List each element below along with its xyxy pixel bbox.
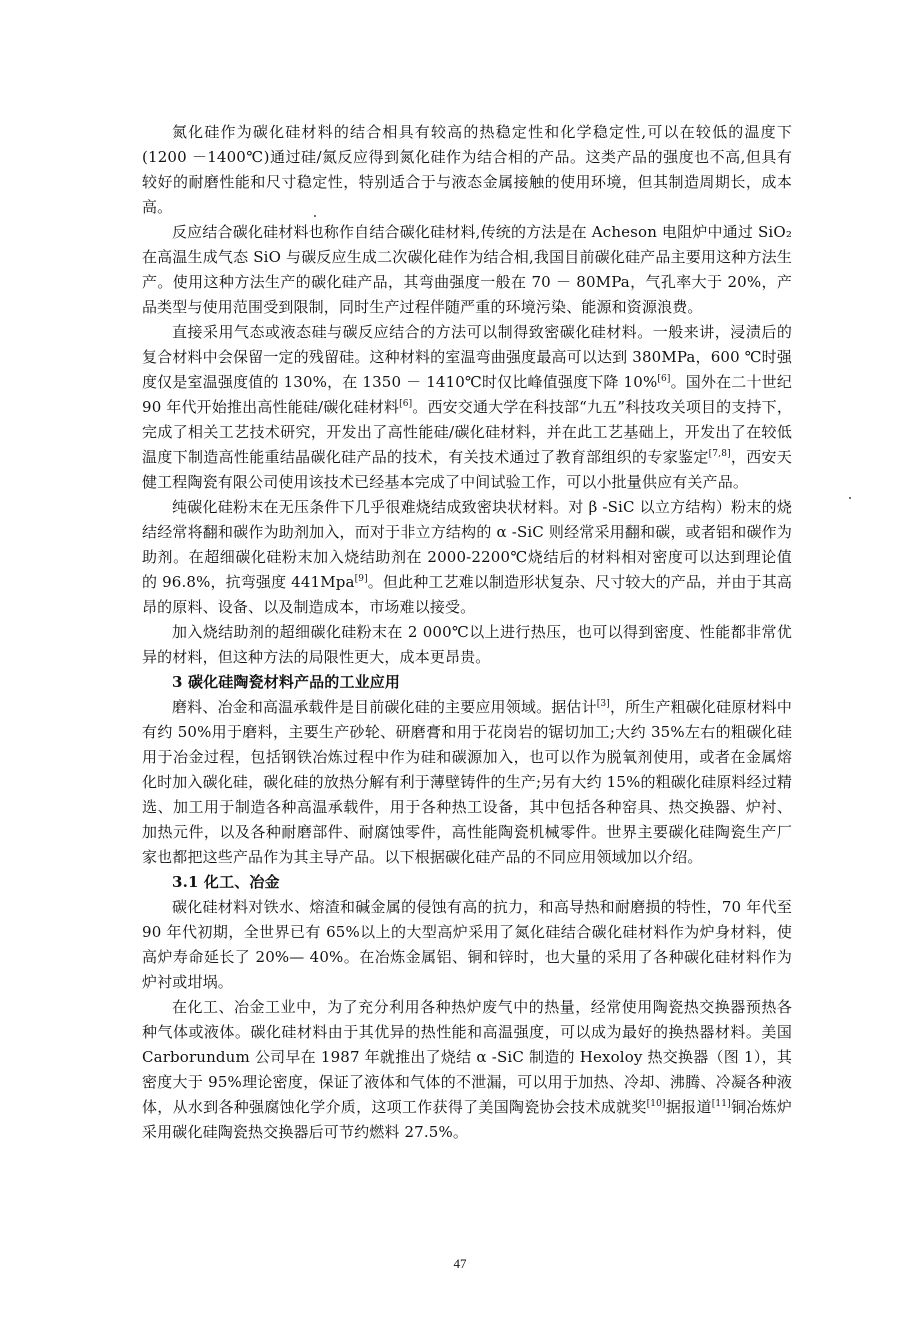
citation-ref: [6] xyxy=(399,399,413,409)
citation-ref: [6] xyxy=(657,374,671,384)
paragraph-text: 。但此种工艺难以制造形状复杂、尺寸较大的产品，并由于其高昂的原料、设备、以及制造成本，市场难以接受。 xyxy=(142,573,792,616)
scan-speck xyxy=(849,497,851,499)
paragraph-text: 纯碳化硅粉末在无压条件下几乎很难烧结成致密块状材料。对 β -SiC 以立方结构）粉末的烧结经常将翻和碳作为助剂加入，而对于非立方结构的 α -SiC 则经常采用翻和碳，或者铝和碳作为助剂。在超细碳化硅粉末加入烧结助剂在 2000-2200℃烧结后的材料相对密度可以达到理论值的 96.8%，抗弯强度 441Mpa xyxy=(142,498,792,591)
paragraph-text: ，所生产粗碳化硅原材料中有约 50%用于磨料，主要生产砂轮、研磨膏和用于花岗岩的锯切加工;大约 35%左右的粗碳化硅用于冶金过程，包括钢铁冶炼过程中作为硅和碳源加入，也可以作为脱氧剂使用，或者在金属熔化时加入碳化硅，碳化硅的放热分解有利于薄壁铸件的生产;另有大约 15%的粗碳化硅原料经过精选、加工用于制造各种高温承载件，用于各种热工设备，其中包括各种窑具、热交换器、炉衬、加热元件，以及各种耐磨部件、耐腐蚀零件，高性能陶瓷机械零件。世界主要碳化硅陶瓷生产厂家也都把这些产品作为其主导产品。以下根据碳化硅产品的不同应用领域加以介绍。 xyxy=(142,698,792,866)
citation-ref: [9] xyxy=(354,574,368,584)
body-text xyxy=(142,120,792,1145)
paragraph-text: 碳化硅材料对铁水、熔渣和碱金属的侵蚀有高的抗力，和高导热和耐磨损的特性，70 年代至 90 年代初期，全世界已有 65%以上的大型高炉采用了氮化硅结合碳化硅材料作为炉身材料，使高炉寿命延长了 20%— 40%。在冶炼金属铝、铜和锌时，也大量的采用了各种碳化硅材料作为炉衬或坩埚。 xyxy=(142,898,792,991)
paragraph-pressureless-sintering xyxy=(142,495,792,620)
paragraph-infiltration xyxy=(142,320,792,495)
paragraph-hot-pressing xyxy=(142,620,792,670)
page-number: 47 xyxy=(453,1256,467,1271)
citation-ref: [10] xyxy=(646,1099,666,1109)
paragraph-reaction-bonded xyxy=(142,220,792,320)
paragraph-applications xyxy=(142,695,792,870)
paragraph-text: 磨料、冶金和高温承载件是目前碳化硅的主要应用领域。据估计 xyxy=(172,698,597,716)
scan-speck xyxy=(314,215,316,217)
paragraph-text: 铜冶炼炉采用碳化硅陶瓷热交换器后可节约燃料 27.5%。 xyxy=(142,1098,792,1141)
section-heading-3: 3 碳化硅陶瓷材料产品的工业应用 xyxy=(172,673,401,691)
paragraph-text: 。西安交通大学在科技部“九五”科技攻关项目的支持下，完成了相关工艺技术研究，开发出了高性能硅/碳化硅材料，并在此工艺基础上，开发出了在较低温度下制造高性能重结晶碳化硅产品的技术，有关技术通过了教育部组织的专家鉴定 xyxy=(142,398,792,466)
paragraph-blast-furnace xyxy=(142,895,792,995)
paragraph-text: 在化工、冶金工业中，为了充分利用各种热炉废气中的热量，经常使用陶瓷热交换器预热各种气体或液体。碳化硅材料由于其优异的热性能和高温强度，可以成为最好的换热器材料。美国 Carborundum 公司早在 1987 年就推出了烧结 α -SiC 制造的 Hexoloy 热交换器（图 1），其密度大于 95%理论密度，保证了液体和气体的不泄漏，可以用于加热、冷却、沸腾、冷凝各种液体，从水到各种强腐蚀化学介质，这项工作获得了美国陶瓷协会技术成就奖 xyxy=(142,998,792,1116)
paragraph-text: ，西安天健工程陶瓷有限公司使用该技术已经基本完成了中间试验工作，可以小批量供应有关产品。 xyxy=(142,448,792,491)
paragraph-text: 直接采用气态或液态硅与碳反应结合的方法可以制得致密碳化硅材料。一般来讲，浸渍后的复合材料中会保留一定的残留硅。这种材料的室温弯曲强度最高可以达到 380MPa，600 ℃时强度仅是室温强度值的 130%，在 1350 － 1410℃时仅比峰值强度下降 10% xyxy=(142,323,792,391)
citation-ref: [11] xyxy=(711,1099,731,1109)
citation-ref: [3] xyxy=(596,699,610,709)
section-heading-3-1: 3.1 化工、冶金 xyxy=(172,873,280,891)
paragraph-text: 反应结合碳化硅材料也称作自结合碳化硅材料,传统的方法是在 Acheson 电阻炉中通过 SiO₂在高温生成气态 SiO 与碳反应生成二次碳化硅作为结合相,我国目前碳化硅产品主要用这种方法生产。使用这种方法生产的碳化硅产品，其弯曲强度一般在 70 － 80MPa，气孔率大于 20%，产品类型与使用范围受到限制，同时生产过程伴随严重的环境污染、能源和资源浪费。 xyxy=(142,223,792,316)
paragraph-text: 。国外在二十世纪 90 年代开始推出高性能硅/碳化硅材料 xyxy=(142,373,792,416)
citation-ref: [7,8] xyxy=(708,449,731,459)
paragraph-text: 加入烧结助剂的超细碳化硅粉末在 2 000℃以上进行热压，也可以得到密度、性能都非常优异的材料，但这种方法的局限性更大，成本更昂贵。 xyxy=(142,623,792,666)
paragraph-silicon-nitride xyxy=(142,120,792,220)
paragraph-heat-exchanger xyxy=(142,995,792,1145)
paragraph-text: 氮化硅作为碳化硅材料的结合相具有较高的热稳定性和化学稳定性,可以在较低的温度下(1200 －1400℃)通过硅/氮反应得到氮化硅作为结合相的产品。这类产品的强度也不高,但具有较好的耐磨性能和尺寸稳定性，特别适合于与液态金属接触的使用环境，但其制造周期长，成本高。 xyxy=(142,123,792,216)
paragraph-text: 据报道 xyxy=(665,1098,712,1116)
